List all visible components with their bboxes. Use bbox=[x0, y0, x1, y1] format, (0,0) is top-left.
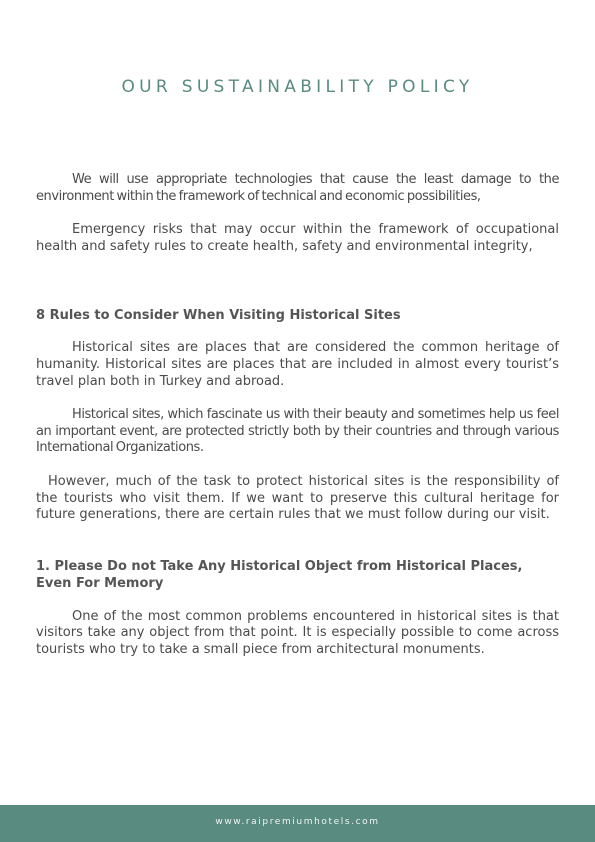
footer-website-link[interactable]: www.raipremiumhotels.com bbox=[215, 817, 380, 827]
rules-section-heading: 8 Rules to Consider When Visiting Historical Sites bbox=[36, 308, 401, 324]
rules-intro-paragraph-1: Historical sites are places that are considered the common heritage of humanity. Historical sites are places that are included in almost every tourist’s travel plan both in Turkey and abroad. bbox=[36, 340, 559, 389]
rules-intro-paragraph-3: However, much of the task to protect historical sites is the responsibility of the tourists who visit them. If we want to preserve this cultural heritage for future generations, there are certain rules that we must follow during our visit. bbox=[36, 473, 559, 523]
policy-paragraph-2: Emergency risks that may occur within the framework of occupational health and safety rules to create health, safety and environmental integrity, bbox=[36, 222, 559, 254]
rules-intro-paragraph-2: Historical sites, which fascinate us with their beauty and sometimes help us feel an important event, are protected strictly both by their countries and through various International Organizations. bbox=[36, 407, 559, 456]
page-title: OUR SUSTAINABILITY POLICY bbox=[121, 77, 474, 97]
footer-bar bbox=[0, 805, 595, 842]
rule-1-paragraph: One of the most common problems encountered in historical sites is that visitors take any object from that point. It is especially possible to come across tourists who try to take a small piece from architectural monuments. bbox=[36, 608, 559, 657]
policy-paragraph-1: We will use appropriate technologies that cause the least damage to the environment within the framework of technical and economic possibilities, bbox=[36, 172, 559, 204]
document-body bbox=[36, 172, 559, 659]
rule-1-heading: 1. Please Do not Take Any Historical Object from Historical Places, Even For Memory bbox=[36, 558, 523, 591]
